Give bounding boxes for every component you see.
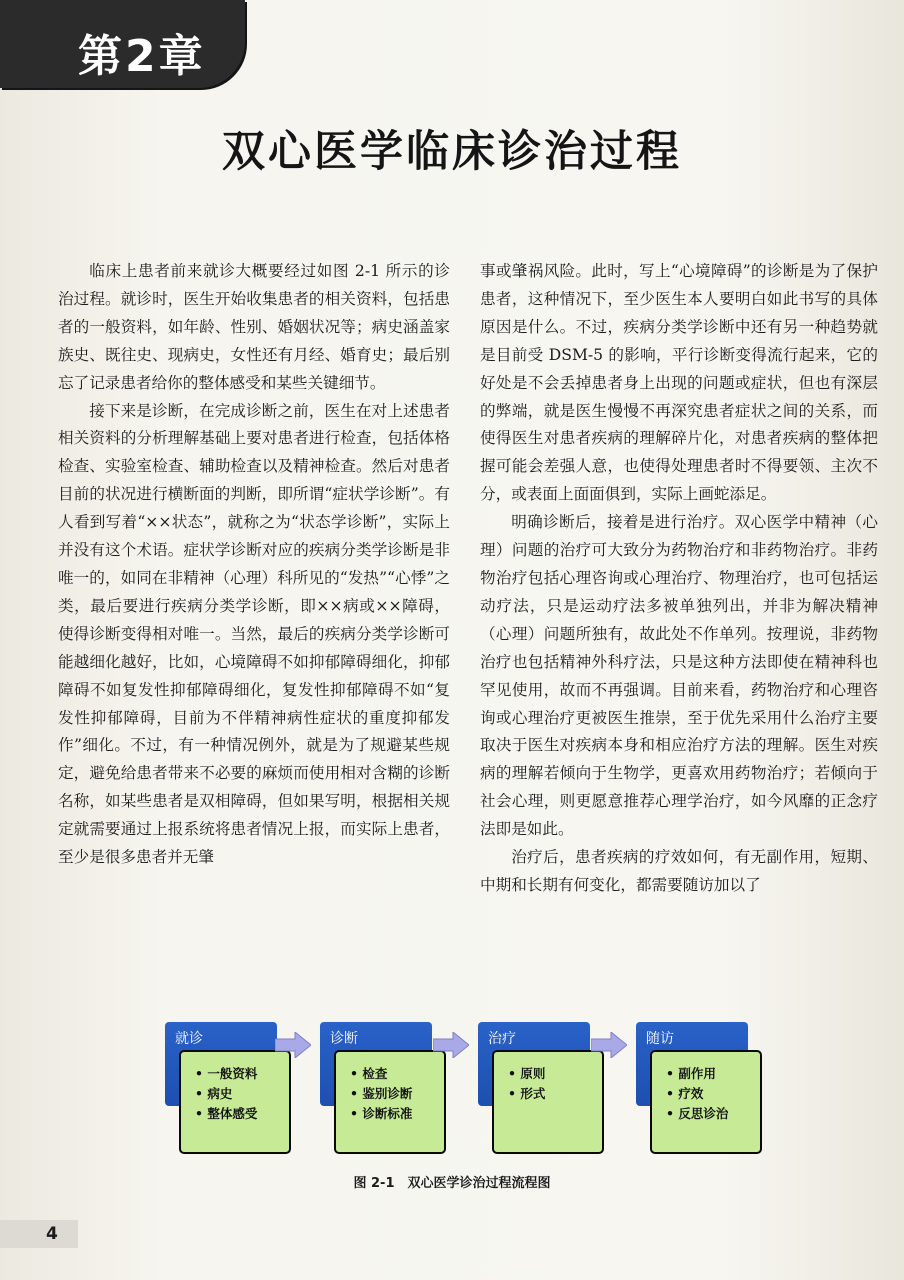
- stage-content: [492, 1050, 604, 1154]
- paragraph: 接下来是诊断，在完成诊断之前，医生在对上述患者相关资料的分析理解基础上要对患者进行检查，包括体格检查、实验室检查、辅助检查以及精神检查。然后对患者目前的状况进行横断面的判断，即所谓“症状学诊断”。有人看到写着“××状态”，就称之为“状态学诊断”，实际上并没有这个术语。症状学诊断对应的疾病分类学诊断是非唯一的，如同在非精神（心理）科所见的“发热”“心悸”之类，最后要进行疾病分类学诊断，即××病或××障碍，使得诊断变得相对唯一。当然，最后的疾病分类学诊断可能越细化越好，比如，心境障碍不如抑郁障碍细化，抑郁障碍不如复发性抑郁障碍细化，复发性抑郁障碍不如“复发性抑郁障碍，目前为不伴精神病性症状的重度抑郁发作”细化。不过，有一种情况例外，就是为了规避某些规定，避免给患者带来不必要的麻烦而使用相对含糊的诊断名称，如某些患者是双相障碍，但如果写明，根据相关规定就需要通过上报系统将患者情况上报，而实际上患者，至少是很多患者并无肇: [58, 401, 450, 867]
- chapter-title: 双心医学临床诊治过程: [222, 127, 682, 177]
- figure-caption: 图 2-1 双心医学诊治过程流程图: [353, 1176, 551, 1191]
- stage-item: • 诊断标准: [350, 1104, 444, 1124]
- right-arrow-icon: [433, 1032, 469, 1058]
- chapter-tab: [0, 0, 245, 88]
- stage-title: 诊断: [330, 1031, 358, 1047]
- stage-item: • 原则: [508, 1064, 602, 1084]
- flow-stage-visit: [165, 1022, 293, 1154]
- stage-content: [650, 1050, 762, 1154]
- body-column-right: [480, 258, 878, 900]
- flowchart: [165, 1022, 785, 1162]
- flow-stage-follow-up: [636, 1022, 764, 1154]
- stage-item: • 疗效: [666, 1084, 760, 1104]
- stage-item: • 形式: [508, 1084, 602, 1104]
- paragraph: 治疗后，患者疾病的疗效如何，有无副作用，短期、中期和长期有何变化，都需要随访加以了: [480, 848, 878, 894]
- stage-item: • 反思诊治: [666, 1104, 760, 1124]
- stage-title: 随访: [646, 1031, 674, 1047]
- page-number: 4: [46, 1224, 58, 1244]
- flow-stage-diagnosis: [320, 1022, 448, 1154]
- stage-content: [334, 1050, 446, 1154]
- stage-item: • 整体感受: [195, 1104, 289, 1124]
- stage-item: • 副作用: [666, 1064, 760, 1084]
- stage-title: 治疗: [488, 1031, 516, 1047]
- right-arrow-icon: [275, 1032, 311, 1058]
- body-column-left: [58, 258, 450, 872]
- flow-stage-treatment: [478, 1022, 606, 1154]
- paragraph: 临床上患者前来就诊大概要经过如图 2-1 所示的诊治过程。就诊时，医生开始收集患者的相关资料，包括患者的一般资料，如年龄、性别、婚姻状况等；病史涵盖家族史、既往史、现病史，女性还有月经、婚育史；最后别忘了记录患者给你的整体感受和某些关键细节。: [58, 262, 450, 392]
- paragraph: 明确诊断后，接着是进行治疗。双心医学中精神（心理）问题的治疗可大致分为药物治疗和非药物治疗。非药物治疗包括心理咨询或心理治疗、物理治疗，也可包括运动疗法，只是运动疗法多被单独列出，并非为解决精神（心理）问题所独有，故此处不作单列。按理说，非药物治疗也包括精神外科疗法，只是这种方法即使在精神科也罕见使用，故而不再强调。目前来看，药物治疗和心理咨询或心理治疗更被医生推崇，至于优先采用什么治疗主要取决于医生对疾病本身和相应治疗方法的理解。医生对疾病的理解若倾向于生物学，更喜欢用药物治疗；若倾向于社会心理，则更愿意推荐心理学治疗，如今风靡的正念疗法即是如此。: [480, 513, 878, 839]
- stage-content: [179, 1050, 291, 1154]
- stage-item: • 一般资料: [195, 1064, 289, 1084]
- stage-item: • 鉴别诊断: [350, 1084, 444, 1104]
- stage-title: 就诊: [175, 1031, 203, 1047]
- stage-item: • 病史: [195, 1084, 289, 1104]
- page-number-box: [0, 1220, 78, 1248]
- paragraph-continuation: 事或肇祸风险。此时，写上“心境障碍”的诊断是为了保护患者，这种情况下，至少医生本人要明白如此书写的具体原因是什么。不过，疾病分类学诊断中还有另一种趋势就是目前受 DSM-5 的影响，平行诊断变得流行起来，它的好处是不会丢掉患者身上出现的问题或症状，但也有深层的弊端，就是医生慢慢不再深究患者症状之间的关系，而使得医生对患者疾病的理解碎片化，对患者疾病的整体把握可能会差强人意，也使得处理患者时不得要领、主次不分，或表面上面面俱到，实际上画蛇添足。: [480, 262, 878, 504]
- stage-item: • 检查: [350, 1064, 444, 1084]
- right-arrow-icon: [591, 1032, 627, 1058]
- chapter-label: 第2章: [78, 31, 206, 82]
